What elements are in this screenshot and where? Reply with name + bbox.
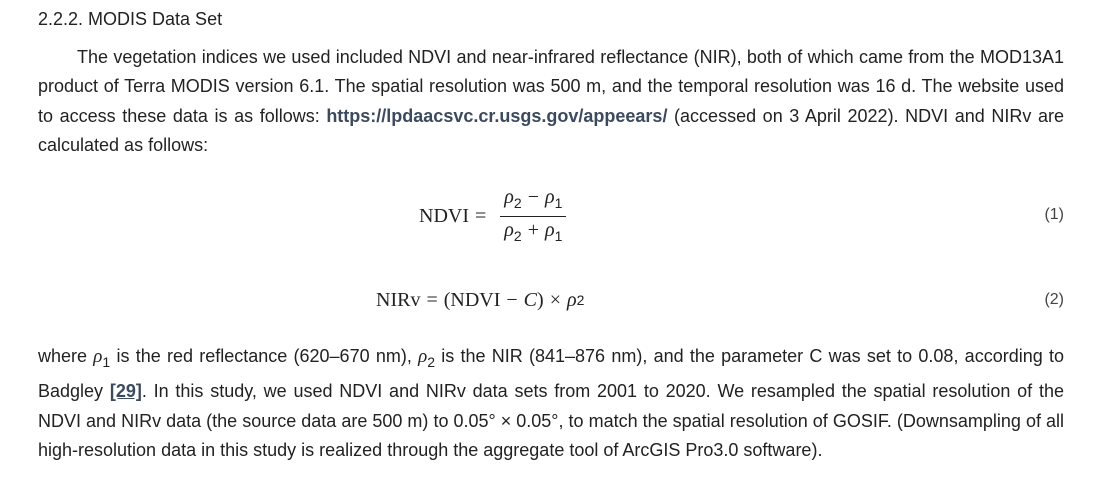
paragraph-text: . In this study, we used NDVI and NIRv data sets from 2001 to 2020. We resampled the spatial resolution of the NDVI and NIRv data (the source data are 500 m) to 0.05° × 0.05°, to match the spatial resolution of GOSIF. (Downsampling of all high-resolution data in this study is realized through the aggregate tool of ArcGIS Pro3.0 software). (38, 381, 1064, 460)
rho-symbol: ρ (544, 185, 555, 208)
citation-link[interactable]: [29] (109, 381, 142, 402)
equation-nirv (38, 285, 1064, 315)
equals-sign: = (426, 288, 438, 311)
subscript: 2 (427, 354, 435, 370)
fraction-denominator (500, 218, 566, 248)
paragraph-intro (38, 43, 1064, 160)
paragraph-text: is the NIR (841–876 nm), and the parameter C was set to 0.08, according to Badgley (38, 346, 1064, 402)
equation-body (419, 185, 566, 244)
equation-ndvi (38, 185, 1064, 244)
paragraph-text: The vegetation indices we used included NDVI and near-infrared reflectance (NIR), both of which came from the MOD13A1 product of Terra MODIS version 6.1. The spatial resolution was 500 m, and the temporal resolution was 16 d. The website used to access these data is as follows: (38, 47, 1064, 126)
rho-symbol: ρ (418, 346, 428, 367)
subscript: 1 (554, 194, 563, 211)
equation-body (376, 285, 584, 315)
subscript: 2 (513, 227, 522, 244)
plus-sign: + (527, 218, 539, 241)
constant-c: C (523, 288, 538, 311)
subscript: 2 (576, 292, 585, 308)
minus-sign: − (527, 185, 539, 208)
equation-number: (1) (1044, 206, 1064, 223)
close-paren: ) (537, 288, 544, 311)
paragraph-text: (accessed on 3 April 2022). NDVI and NIRv are calculated as follows: (38, 105, 1064, 155)
equation-lhs: NDVI (419, 204, 469, 227)
rho-symbol: ρ (504, 218, 514, 241)
rho-symbol: ρ (544, 218, 555, 241)
equation-lhs: NIRv (376, 288, 421, 311)
subscript: 1 (102, 354, 111, 370)
paragraph-explanation (38, 342, 1064, 465)
subscript: 1 (554, 227, 563, 244)
equation-term: (NDVI (443, 288, 501, 311)
times-sign: × (549, 288, 561, 311)
fraction-numerator (500, 185, 566, 215)
equation-number: (2) (1044, 291, 1064, 308)
fraction (500, 185, 566, 248)
fraction-bar (500, 216, 566, 217)
paragraph-text: is the red reflectance (620–670 nm), (110, 346, 419, 366)
equals-sign: = (475, 204, 487, 227)
rho-symbol: ρ (504, 185, 514, 208)
paragraph-text: where (38, 346, 94, 366)
minus-sign: − (506, 288, 518, 311)
rho-symbol: ρ (93, 346, 103, 367)
subscript: 2 (513, 194, 522, 211)
rho-symbol: ρ (566, 288, 577, 311)
section-heading: 2.2.2. MODIS Data Set (38, 9, 223, 29)
appeears-link[interactable]: https://lpdaacsvc.cr.usgs.gov/appeears/ (326, 105, 668, 126)
